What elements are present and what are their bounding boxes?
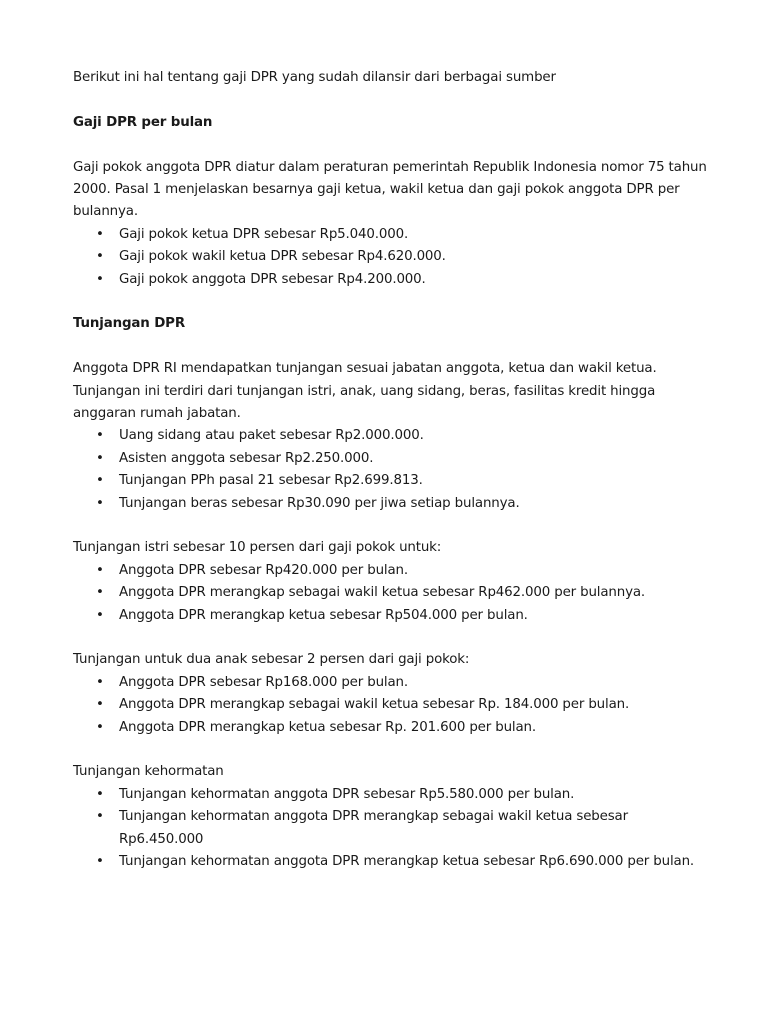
list-gaji-pokok <box>73 224 713 291</box>
document-page <box>73 67 713 874</box>
bullet-icon: • <box>96 249 104 265</box>
list-item: • Gaji pokok anggota DPR sebesar Rp4.200.000. <box>73 269 713 291</box>
list-item: • Tunjangan kehormatan anggota DPR sebesar Rp5.580.000 per bulan. <box>73 784 713 806</box>
list-item: • Asisten anggota sebesar Rp2.250.000. <box>73 448 713 470</box>
list-tunjangan-istri <box>73 560 713 627</box>
bullet-icon: • <box>96 226 104 242</box>
list-tunjangan-anak <box>73 672 713 739</box>
list-item: • Tunjangan PPh pasal 21 sebesar Rp2.699.813. <box>73 470 713 492</box>
lead-tunjangan-anak: Tunjangan untuk dua anak sebesar 2 persen dari gaji pokok: <box>73 652 470 668</box>
bullet-icon: • <box>96 495 104 511</box>
list-item: • Uang sidang atau paket sebesar Rp2.000.000. <box>73 425 713 447</box>
intro-paragraph: Berikut ini hal tentang gaji DPR yang sudah dilansir dari berbagai sumber <box>73 70 556 85</box>
list-item: • Anggota DPR merangkap sebagai wakil ketua sebesar Rp. 184.000 per bulan. <box>73 694 713 716</box>
list-item: • Gaji pokok ketua DPR sebesar Rp5.040.000. <box>73 224 713 246</box>
bullet-icon: • <box>96 450 104 466</box>
lead-tunjangan-kehormatan: Tunjangan kehormatan <box>73 764 224 780</box>
list-item: • Tunjangan kehormatan anggota DPR merangkap sebagai wakil ketua sebesar Rp6.450.000 <box>73 806 713 851</box>
bullet-icon: • <box>96 809 104 825</box>
list-item: • Tunjangan kehormatan anggota DPR merangkap ketua sebesar Rp6.690.000 per bulan. <box>73 851 713 873</box>
list-item: • Tunjangan beras sebesar Rp30.090 per jiwa setiap bulannya. <box>73 493 713 515</box>
heading-tunjangan-dpr: Tunjangan DPR <box>73 316 185 332</box>
paragraph-tunjangan: Anggota DPR RI mendapatkan tunjangan sesuai jabatan anggota, ketua dan wakil ketua. Tunjangan ini terdiri dari tunjangan istri, anak, uang sidang, beras, fasilitas kredit hingga anggaran rumah jabatan. <box>73 361 657 422</box>
bullet-icon: • <box>96 719 104 735</box>
paragraph-gaji-pokok: Gaji pokok anggota DPR diatur dalam peraturan pemerintah Republik Indonesia nomor 75 tahun 2000. Pasal 1 menjelaskan besarnya gaji ketua, wakil ketua dan gaji pokok anggota DPR per bulannya. <box>73 159 707 220</box>
bullet-icon: • <box>96 697 104 713</box>
list-item: • Anggota DPR sebesar Rp168.000 per bulan. <box>73 672 713 694</box>
bullet-icon: • <box>96 854 104 870</box>
list-item: • Gaji pokok wakil ketua DPR sebesar Rp4.620.000. <box>73 246 713 268</box>
list-item: • Anggota DPR merangkap sebagai wakil ketua sebesar Rp462.000 per bulannya. <box>73 582 713 604</box>
list-item: • Anggota DPR merangkap ketua sebesar Rp504.000 per bulan. <box>73 605 713 627</box>
list-tunjangan <box>73 425 713 515</box>
list-item: • Anggota DPR sebesar Rp420.000 per bulan. <box>73 560 713 582</box>
bullet-icon: • <box>96 674 104 690</box>
bullet-icon: • <box>96 473 104 489</box>
bullet-icon: • <box>96 562 104 578</box>
list-item: • Anggota DPR merangkap ketua sebesar Rp. 201.600 per bulan. <box>73 717 713 739</box>
bullet-icon: • <box>96 607 104 623</box>
bullet-icon: • <box>96 271 104 287</box>
lead-tunjangan-istri: Tunjangan istri sebesar 10 persen dari gaji pokok untuk: <box>73 540 442 556</box>
list-tunjangan-kehormatan <box>73 784 713 874</box>
bullet-icon: • <box>96 786 104 802</box>
bullet-icon: • <box>96 585 104 601</box>
bullet-icon: • <box>96 428 104 444</box>
heading-gaji-dpr: Gaji DPR per bulan <box>73 114 213 130</box>
